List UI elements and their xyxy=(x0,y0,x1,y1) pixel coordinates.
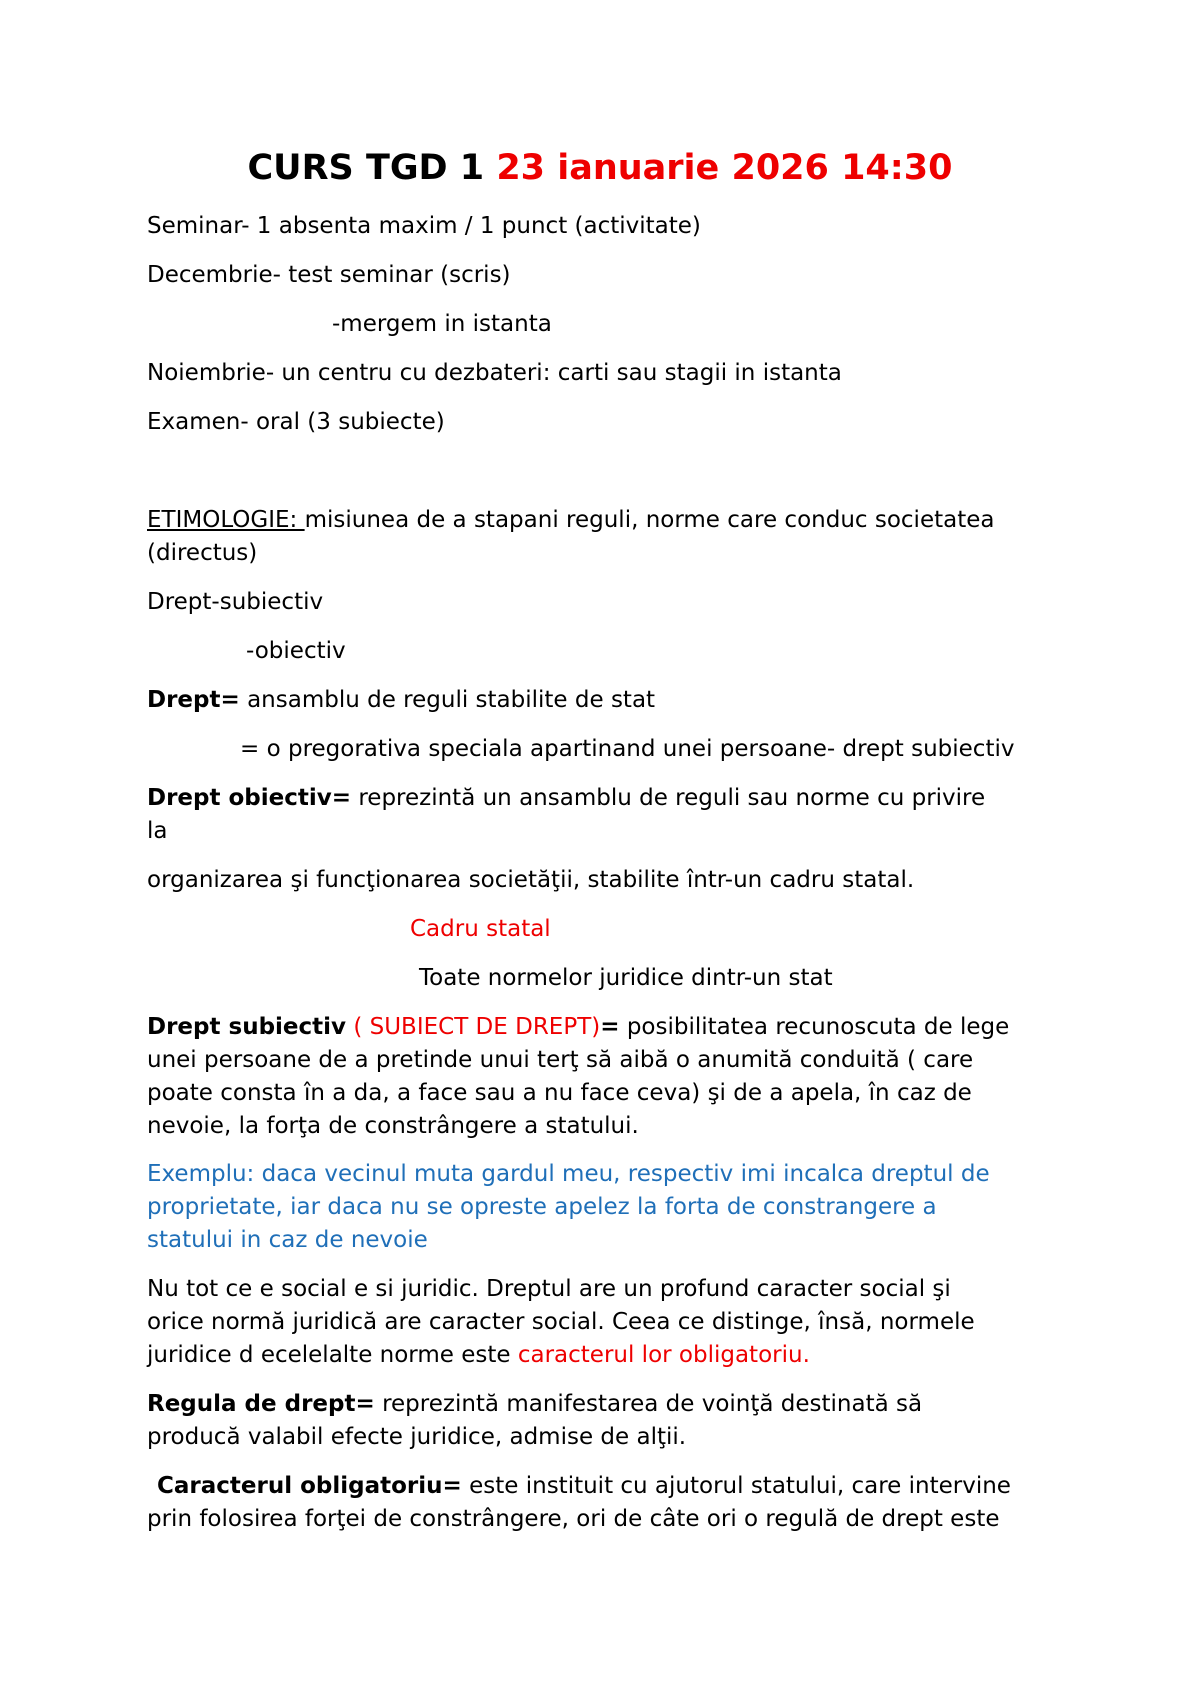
regula-label: Regula de drept= xyxy=(147,1391,375,1417)
drept-subiectiv-line-4: nevoie, la forţa de constrângere a statului. xyxy=(147,1113,639,1139)
drept-text: ansamblu de reguli stabilite de stat xyxy=(239,687,656,713)
nu-tot-line-2: orice normă juridică are caracter social. Ceea ce distinge, însă, normele xyxy=(147,1309,975,1335)
cadru-statal-heading: Cadru statal xyxy=(410,916,551,942)
etimologie-label: ETIMOLOGIE: xyxy=(147,507,305,533)
title-prefix: CURS TGD 1 xyxy=(247,148,497,188)
drept-obiectiv-line-2: la xyxy=(147,818,168,844)
line-seminar: Seminar- 1 absenta maxim / 1 punct (activitate) xyxy=(147,213,701,239)
nu-tot-text: juridice d ecelelalte norme este xyxy=(147,1342,518,1368)
regula-line-2: producă valabil efecte juridice, admise de alţii. xyxy=(147,1424,687,1450)
etimologie-line-2: (directus) xyxy=(147,540,258,566)
drept-obiectiv-text: reprezintă un ansamblu de reguli sau norme cu privire xyxy=(351,785,986,811)
drept-label: Drept= xyxy=(147,687,240,713)
line-examen: Examen- oral (3 subiecte) xyxy=(147,409,445,435)
drept-definition-second: = o pregorativa speciala apartinand unei persoane- drept subiectiv xyxy=(240,736,1015,762)
title-date: 23 ianuarie 2026 14:30 xyxy=(496,148,953,188)
caracterul-line-2: prin folosirea forţei de constrângere, ori de câte ori o regulă de drept este xyxy=(147,1506,1000,1532)
line-decembrie: Decembrie- test seminar (scris) xyxy=(147,262,511,288)
exemplu-line-2: proprietate, iar daca nu se opreste apelez la forta de constrangere a xyxy=(147,1194,937,1220)
drept-subiectiv-text: posibilitatea recunoscuta de lege xyxy=(619,1014,1010,1040)
page-title xyxy=(0,146,1200,190)
exemplu-line-1: Exemplu: daca vecinul muta gardul meu, respectiv imi incalca dreptul de xyxy=(147,1161,990,1187)
nu-tot-line-3 xyxy=(147,1339,1067,1372)
drept-obiectiv-label: Drept obiectiv= xyxy=(147,785,352,811)
drept-obiectiv-line xyxy=(147,782,1067,815)
drept-subiectiv-label: Drept subiectiv xyxy=(147,1014,347,1040)
drept-definition xyxy=(147,684,1067,717)
drept-subiectiv-line-2: unei persoane de a pretinde unui terţ să aibă o anumită conduită ( care xyxy=(147,1047,974,1073)
subiect-de-drept: ( SUBIECT DE DREPT) xyxy=(346,1014,601,1040)
line-mergem: -mergem in istanta xyxy=(332,311,552,337)
regula-text: reprezintă manifestarea de voinţă destinată să xyxy=(374,1391,923,1417)
drept-obiectiv-type: -obiectiv xyxy=(246,638,346,664)
caracterul-text: este instituit cu ajutorul statului, care intervine xyxy=(461,1473,1011,1499)
drept-subiectiv-line-3: poate consta în a da, a face sau a nu face ceva) şi de a apela, în caz de xyxy=(147,1080,972,1106)
etimologie-line xyxy=(147,504,1067,537)
line-noiembrie: Noiembrie- un centru cu dezbateri: carti sau stagii in istanta xyxy=(147,360,842,386)
caracterul-label: Caracterul obligatoriu= xyxy=(157,1473,462,1499)
drept-obiectiv-line-3: organizarea şi funcţionarea societăţii, stabilite într-un cadru statal. xyxy=(147,867,915,893)
drept-subiectiv-line-1 xyxy=(147,1011,1067,1044)
exemplu-line-3: statului in caz de nevoie xyxy=(147,1227,428,1253)
caracter-obligatoriu-highlight: caracterul lor obligatoriu. xyxy=(517,1342,810,1368)
nu-tot-line-1: Nu tot ce e social e si juridic. Dreptul are un profund caracter social şi xyxy=(147,1276,951,1302)
cadru-statal-text: Toate normelor juridice dintr-un stat xyxy=(419,965,833,991)
drept-subiectiv-eq: = xyxy=(600,1014,620,1040)
caracterul-line-1 xyxy=(157,1470,1077,1503)
drept-subiectiv-type: Drept-subiectiv xyxy=(147,589,324,615)
etimologie-text: misiunea de a stapani reguli, norme care conduc societatea xyxy=(304,507,995,533)
regula-line-1 xyxy=(147,1388,1067,1421)
